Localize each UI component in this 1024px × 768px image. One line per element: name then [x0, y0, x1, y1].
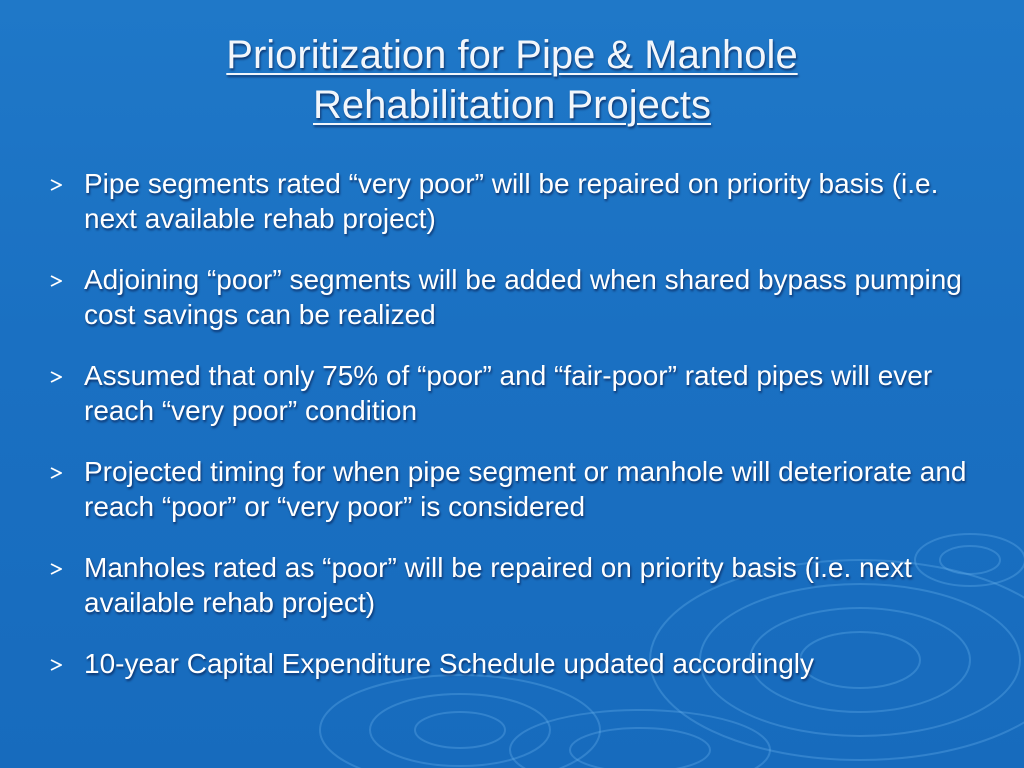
bullet-text: 10-year Capital Expenditure Schedule updated accordingly — [84, 648, 815, 679]
slide-title-line-1: Prioritization for Pipe & Manhole — [226, 33, 798, 77]
slide-title — [60, 30, 964, 130]
bullet-item — [48, 358, 988, 428]
arrowhead-bullet-icon — [50, 659, 62, 671]
arrowhead-bullet-icon — [50, 563, 62, 575]
bullet-item — [48, 646, 988, 681]
arrowhead-bullet-icon — [50, 275, 62, 287]
arrowhead-bullet-icon — [50, 371, 62, 383]
arrowhead-bullet-icon — [50, 467, 62, 479]
bullet-item — [48, 262, 988, 332]
bullet-text: Pipe segments rated “very poor” will be repaired on priority basis (i.e. next available rehab project) — [84, 168, 939, 234]
bullet-text: Assumed that only 75% of “poor” and “fair-poor” rated pipes will ever reach “very poor” condition — [84, 360, 933, 426]
bullet-item — [48, 454, 988, 524]
arrowhead-bullet-icon — [50, 179, 62, 191]
bullet-item — [48, 166, 988, 236]
slide-title-line-2: Rehabilitation Projects — [313, 83, 711, 127]
bullet-list — [48, 166, 988, 707]
bullet-text: Adjoining “poor” segments will be added when shared bypass pumping cost savings can be realized — [84, 264, 962, 330]
bullet-item — [48, 550, 988, 620]
bullet-text: Projected timing for when pipe segment or manhole will deteriorate and reach “poor” or “very poor” is considered — [84, 456, 967, 522]
bullet-text: Manholes rated as “poor” will be repaired on priority basis (i.e. next available rehab project) — [84, 552, 912, 618]
